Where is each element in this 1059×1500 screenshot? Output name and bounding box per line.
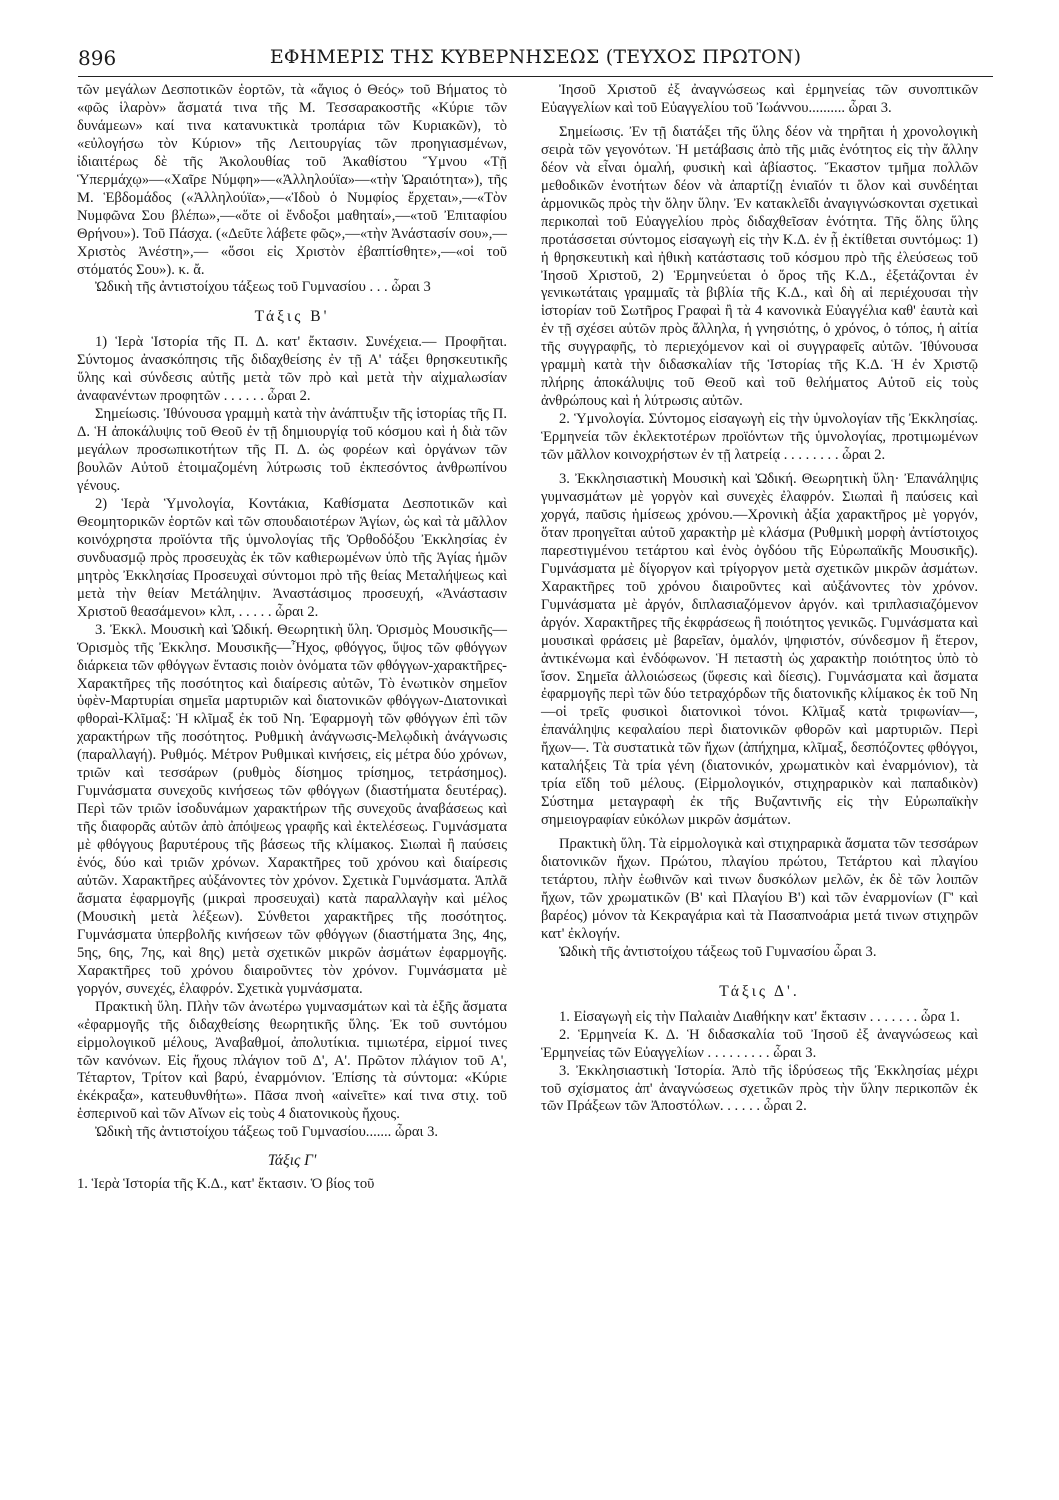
class-c-item-1-continuation: Ἰησοῦ Χριστοῦ ἐξ ἀναγνώσεως καὶ ἑρμηνείας τῶν συνοπτικῶν Εὐαγγελίων καὶ τοῦ Εὐαγγελίου τοῦ Ἰωάννου.......... ὧραι 3. — [541, 82, 978, 116]
class-b-hours: Ὠδικὴ τῆς ἀντιστοίχου τάξεως τοῦ Γυμνασίου....... ὧραι 3. — [95, 1124, 439, 1141]
class-c-item-2: 2. Ὑμνολογία. Σύντομος εἰσαγωγὴ εἰς τὴν ὑμνολογίαν τῆς Ἐκκλησίας. Ἑρμηνεία τῶν ἐκλεκτοτέρων προϊόντων τῆς ὑμνολογίας, προτιμωμένων τῶν μᾶλλον κοινοχρήστων ἐν τῇ λατρείᾳ . . . . . . . . ὧραι 2. — [541, 411, 978, 464]
page-header — [78, 40, 993, 76]
header-rule — [78, 76, 993, 77]
class-b-item-2: 2) Ἱερὰ Ὑμνολογία, Κοντάκια, Καθίσματα Δεσποτικῶν καὶ Θεομητορικῶν ἑορτῶν καὶ τῶν σπουδαιοτέρων Ἁγίων, ὡς καὶ τὰ μᾶλλον κοινόχρηστα προϊόντα τῆς ὑμνολογίας τῆς Ὀρθοδόξου Ἐκκλησίας ἐν συνδυασμῷ πρὸς προσευχὰς ἐκ τῶν καθιερωμένων ὑπὸ τῆς Ἁγίας ἡμῶν μητρὸς Ἐκκλησίας Προσευχαὶ σύντομοι πρὸ τῆς θείας Μεταλήψεως καὶ μετὰ τὴν θείαν Μετάληψιν. Ἀναστάσιμος προσευχή, «Ἀνάστασιν Χριστοῦ θεασάμενοι» κλπ, . . . . . ὧραι 2. — [77, 495, 507, 620]
intro-paragraph: τῶν μεγάλων Δεσποτικῶν ἑορτῶν, τὰ «ἅγιος ὁ Θεός» τοῦ Βήματος τὸ «φῶς ἱλαρὸν» ἄσματά τινα τῆς Μ. Τεσσαρακοστῆς «Κύριε τῶν δυνάμεων» καί τινα κατανυκτικὰ τροπάρια τῶν Κυριακῶν), τὸ «εὐλογήσω τὸν Κύριον» τῆς Λειτουργίας τῶν προηγιασμένων, ἰδιαιτέρως δὲ τῆς Ἀκολουθίας τοῦ Ἀκαθίστου Ὕμνου «Τῇ Ὑπερμάχῳ»—«Χαῖρε Νύμφη»—«Ἀλληλούϊα»—«τὴν Ὡραιότητα»), τῆς Μ. Ἑβδομάδος («Ἀλληλούϊα»,—«Ἰδοὺ ὁ Νυμφίος ἔρχεται»,—«Τὸν Νυμφῶνα Σου βλέπω»,—«ὅτε οἱ ἔνδοξοι μαθηταί»,—«τοῦ Ἐπιταφίου Θρήνου»). Τοῦ Πάσχα. («Δεῦτε λάβετε φῶς»,—«τὴν Ἀνάστασίν σου»,—Χριστὸς Ἀνέστη»,— «ὅσοι εἰς Χριστὸν ἐβαπτίσθητε»,—«οἱ τοῦ στόματός Σου»). κ. ἄ. — [77, 82, 507, 278]
class-b-item-3: 3. Ἐκκλ. Μουσικὴ καὶ Ὠδική. Θεωρητικὴ ὕλη. Ὁρισμὸς Μουσικῆς—Ὁρισμὸς τῆς Ἐκκλησ. Μουσικῆς—Ἦχος, φθόγγος, ὕψος τῶν φθόγγων διάρκεια τῶν φθόγγων ἔντασις ποιὸν ὀνόματα τῶν φθόγγων-χαρακτῆρες-Χαρακτῆρες τῆς ποσότητος καὶ διαίρεσις αὐτῶν, Τὸ ἑνωτικὸν σημεῖον ὑφὲν-Μαρτυρίαι σημεῖα μαρτυριῶν καὶ διατονικῶν φθόγγων-Διατονικαὶ φθοραὶ-Κλῖμαξ: Ἡ κλῖμαξ ἐκ τοῦ Νη. Ἐφαρμογὴ τῶν φθόγγων ἐπὶ τῶν χαρακτήρων τῆς ποσότητος. Ρυθμικὴ ἀνάγνωσις-Μελῳδικὴ ἀνάγνωσις (παραλλαγή). Ρυθμός. Μέτρον Ρυθμικαὶ κινήσεις, εἰς μέτρα δύο χρόνων, τριῶν καὶ τεσσάρων (ρυθμὸς δίσημος τρίσημος, τετράσημος). Γυμνάσματα συνεχοῦς κινήσεως τῶν φθόγγων (διαστήματα δευτέρας). Περὶ τῶν τριῶν ἰσοδυνάμων χαρακτήρων τῆς συνεχοῦς ἀναβάσεως καὶ τῆς διαφορᾶς αὐτῶν ἀπὸ ἀπόψεως γραφῆς καὶ ἐκτελέσεως. Γυμνάσματα μὲ φθόγγους βαρυτέρους τῆς βάσεως τῆς κλίμακος. Σιωπαὶ ἢ παύσεις ἑνός, δύο καὶ τριῶν χρόνων. Χαρακτῆρες τοῦ χρόνου καὶ διαίρεσις αὐτῶν. Χαρακτῆρες αὐξάνοντες τὸν χρόνον. Σχετικὰ Γυμνάσματα. Ἁπλᾶ ἄσματα ἐφαρμογῆς (μικραὶ προσευχαὶ) κατὰ παραλλαγὴν καὶ μέλος (Μουσικὴ μετὰ λέξεων). Σύνθετοι χαρακτῆρες τῆς ποσότητος. Γυμνάσματα ὑπερβολῆς κινήσεων τῶν φθόγγων (διαστήματα 3ης, 4ης, 5ης, 6ης, 7ης, καὶ 8ης) μετὰ σχετικῶν μικρῶν ἀσμάτων ἐφαρμογῆς. Χαρακτῆρες τοῦ χρόνου διαιροῦντες τὸν χρόνον. Γυμνάσματα μὲ γοργόν, συνεχές, ἐλαφρόν. Σχετικὰ γυμνάσματα. — [77, 621, 507, 997]
class-c-note: Σημείωσις. Ἐν τῇ διατάξει τῆς ὕλης δέον νὰ τηρῆται ἡ χρονολογικὴ σειρὰ τῶν γεγονότων. Ἡ μετάβασις ἀπὸ τῆς μιᾶς ἑνότητος εἰς τὴν ἄλλην δέον νὰ εἶναι ὁμαλή, φυσικὴ καὶ ἀβίαστος. Ἕκαστον τμῆμα πολλῶν μεθοδικῶν ἑνοτήτων δέον νὰ ἀπαρτίζῃ ἑνιαῖόν τι ὅλον καὶ συνδέηται ἁρμονικῶς πρὸς τὴν ὅλην ὕλην. Ἐν κατακλεῖδι ἀναγιγνώσκονται σχετικαὶ περικοπαὶ τοῦ Εὐαγγελίου πρὸς διδαχθεῖσαν ἑνότητα. Τῆς ὅλης ὕλης προτάσσεται σύντομος εἰσαγωγὴ εἰς τὴν Κ.Δ. ἐν ᾗ ἐκτίθεται συντόμως: 1) ἡ θρησκευτικὴ καὶ ἠθικὴ κατάστασις τοῦ κόσμου πρὸ τῆς ἐλεύσεως τοῦ Ἰησοῦ Χριστοῦ, 2) Ἑρμηνεύεται ὁ ὅρος τῆς Κ.Δ., ἐξετάζονται ἐν γενικωτάταις γραμμαῖς τὰ βιβλία τῆς Κ.Δ., καὶ δὴ αἱ περιέχουσαι τὴν ἱστορίαν τοῦ Σωτῆρος Γραφαὶ ἢ τὰ 4 κανονικὰ Εὐαγγέλια καθ' ἑαυτὰ καὶ ἐν τῇ σχέσει αὐτῶν πρὸς ἄλληλα, ἡ γνησιότης, ὁ χρόνος, ὁ τόπος, ἡ αἰτία τῆς συγγραφῆς, τὸ περιεχόμενον καὶ οἱ συγγραφεῖς αὐτῶν. Ἰθύνουσα γραμμὴ κατὰ τὴν διδασκαλίαν τῆς Ἱστορίας τῆς Κ.Δ. Ἡ ἐν Χριστῷ πλήρης ἀποκάλυψις τοῦ Θεοῦ καὶ τοῦ θελήματος Αὐτοῦ εἰς τοὺς ἀνθρώπους καὶ ἡ λύτρωσις αὐτῶν. — [541, 123, 978, 410]
left-column — [77, 82, 507, 1194]
class-d-item-2: 2. Ἑρμηνεία Κ. Δ. Ἡ διδασκαλία τοῦ Ἰησοῦ ἐξ ἀναγνώσεως καὶ Ἑρμηνείας τῶν Εὐαγγελίων . . . . . . . . . ὧραι 3. — [541, 1026, 978, 1061]
spacer — [541, 962, 978, 972]
class-b-item-1: 1) Ἱερὰ Ἱστορία τῆς Π. Δ. κατ' ἔκτασιν. Συνέχεια.— Προφῆται. Σύντομος ἀνασκόπησις τῆς διδαχθείσης ἐν τῇ Α' τάξει θρησκευτικῆς ὕλης καὶ σύνδεσις αὐτῆς μετὰ τῶν πρὸ καὶ μετὰ τὴν αἰχμαλωσίαν ἀναφανέντων προφητῶν . . . . . . ὧραι 2. — [77, 334, 507, 405]
class-d-item-3: 3. Ἐκκλησιαστικὴ Ἱστορία. Ἀπὸ τῆς ἱδρύσεως τῆς Ἐκκλησίας μέχρι τοῦ σχίσματος ἀπ' ἀναγνώσεως σχετικῶν πρὸς τὴν ὕλην περικοπῶν ἐκ τῶν Πράξεων τῶν Ἀποστόλων. . . . . . ὧραι 2. — [541, 1062, 978, 1115]
class-c-practical-hours: Ὠδικὴ τῆς ἀντιστοίχου τάξεως τοῦ Γυμνασίου ὧραι 3. — [559, 943, 877, 960]
class-c-item-1-start: 1. Ἱερὰ Ἱστορία τῆς Κ.Δ., κατ' ἔκτασιν. Ὁ βίος τοῦ — [77, 1176, 375, 1193]
class-d-item-1: 1. Εἰσαγωγὴ εἰς τὴν Παλαιὰν Διαθήκην κατ' ἔκτασιν . . . . . . . ὧρα 1. — [559, 1008, 960, 1025]
class-c-heading: Τάξις Γ' — [267, 1152, 317, 1170]
class-b-item-1-note: Σημείωσις. Ἰθύνουσα γραμμὴ κατὰ τὴν ἀνάπτυξιν τῆς ἱστορίας τῆς Π. Δ. Ἡ ἀποκάλυψις τοῦ Θεοῦ ἐν τῇ δημιουργίᾳ τοῦ κόσμου καὶ ἡ διὰ τῶν μεγάλων προσωπικοτήτων τῆς Π. Δ. ὡς φορέων καὶ ὀργάνων τῶν βουλῶν Αὐτοῦ ἑτοιμαζομένη λύτρωσις τοῦ ἐκπεσόντος ἀνθρωπίνου γένους. — [77, 406, 507, 495]
class-c-item-3: 3. Ἐκκλησιαστικὴ Μουσικὴ καὶ Ὠδική. Θεωρητικὴ ὕλη· Ἐπανάληψις γυμνασμάτων μὲ γοργὸν καὶ συνεχὲς ἐλαφρόν. Σιωπαὶ ἢ παύσεις καὶ χοργά, παῦσις ἡμίσεως χρόνου.—Χρονικὴ ἀξία χαρακτῆρος μὲ γοργόν, ὅταν προηγεῖται αὐτοῦ χαρακτὴρ μὲ κλάσμα (Ρυθμικὴ μορφὴ ἀντίστοιχος παρεστιγμένου τετάρτου καὶ ἑνὸς ὀγδόου τῆς Εὐρωπαϊκῆς Μουσικῆς). Γυμνάσματα μὲ δίγοργον καὶ τρίγοργον μετὰ σχετικῶν μικρῶν ἀσμάτων. Χαρακτῆρες τοῦ χρόνου διαιροῦντες καὶ αὐξάνοντες τὸν χρόνον. Γυμνάσματα μὲ ἀργόν, διπλασιαζόμενον ἀργόν. καὶ τριπλασιαζόμενον ἀργόν. Χαρακτῆρες τῆς ἐκφράσεως ἢ ποιότητος γενικῶς. Γυμνάσματα καὶ μουσικαὶ φράσεις μὲ βαρεῖαν, ὁμαλόν, ψηφιστόν, σύνδεσμον ἢ ἕτερον, ἀντικένωμα καὶ ἐνδόφωνον. Ἡ πεταστὴ ὡς χαρακτὴρ ποιότητος ὑπὸ τὸ ἴσον. Σημεῖα ἀλλοιώσεως (ὕφεσις καὶ δίεσις). Γυμνάσματα καὶ ἄσματα ἐφαρμογῆς περὶ τῶν δύο τετραχόρδων τῆς διατονικῆς κλίμακος ἐκ τοῦ Νη—οἱ τρεῖς φυσικοὶ διατονικοὶ τόνοι. Κλῖμαξ κατὰ τριφωνίαν—, ἐπανάληψις κεφαλαίου περὶ διατονικῶν φθορῶν καὶ μαρτυριῶν. Περὶ ἤχων—. Τὰ συστατικὰ τῶν ἤχων (ἀπήχημα, κλῖμαξ, δεσπόζοντες φθόγγοι, καταλήξεις Τὰ τρία γένη (διατονικόν, χρωματικὸν καὶ ἐναρμόνιον), τὰ τρία εἴδη τοῦ μέλους. (Εἱρμολογικόν, στιχηραρικὸν καὶ παπαδικὸν) Σύστημα μεταγραφὴ ἐκ τῆς Βυζαντινῆς εἰς τὴν Εὐρωπαϊκὴν σημειογραφίαν εὐκόλων μικρῶν ἀσμάτων. — [541, 471, 978, 829]
intro-hours: Ὠδικὴ τῆς ἀντιστοίχου τάξεως τοῦ Γυμνασίου . . . ὧραι 3 — [95, 279, 431, 296]
gazette-title: ΕΦΗΜΕΡΙΣ ΤΗΣ ΚΥΒΕΡΝΗΣΕΩΣ (ΤΕΥΧΟΣ ΠΡΩΤΟΝ) — [269, 46, 802, 68]
class-d-heading: Τάξις Δ'. — [719, 982, 800, 1000]
page-number: 896 — [78, 46, 117, 70]
right-column — [541, 82, 978, 1116]
class-b-practical: Πρακτικὴ ὕλη. Πλὴν τῶν ἀνωτέρω γυμνασμάτων καὶ τὰ ἑξῆς ἄσματα «ἐφαρμογῆς τῆς διδαχθείσης θεωρητικῆς ὕλης. Ἐκ τοῦ συντόμου εἱρμολογικοῦ μέλους, Ἀναβαθμοί, ἀπολυτίκια. τιμιωτέρα, εἱρμοί τινες τῶν κανόνων. Εἰς ἤχους πλάγιον τοῦ Δ', Α'. Πρῶτον πλάγιον τοῦ Α', Τέταρτον, Τρίτον καὶ βαρύ, ἐναρμόνιον. Ἐπίσης τὰ σύντομα: «Κύριε ἐκέκραξα», κατευθυνθήτω». Πᾶσα πνοὴ «αἰνεῖτε» καί τινα στιχ. τοῦ ἑσπερινοῦ καὶ τῶν Αἴνων εἰς τοὺς 4 διατονικοὺς ἤχους. — [77, 998, 507, 1123]
class-b-heading: Τάξις Β' — [254, 308, 330, 326]
class-c-practical: Πρακτικὴ ὕλη. Τὰ εἱρμολογικὰ καὶ στιχηραρικὰ ἄσματα τῶν τεσσάρων διατονικῶν ἤχων. Πρώτου, πλαγίου πρώτου, Τετάρτου καὶ πλαγίου τετάρτου, πλὴν ἑωθινῶν καὶ τινων δυσκόλων μελῶν, ἐκ δὲ τῶν λοιπῶν ἤχων, τῶν χρωματικῶν (Β' καὶ Πλαγίου Β') καὶ τῶν ἐναρμονίων (Γ' καὶ βαρέος) μόνον τὰ Κεκραγάρια καὶ τὰ Πασαπνοάρια μετά τινων στιχηρῶν κατ' ἐκλογήν. — [541, 836, 978, 942]
